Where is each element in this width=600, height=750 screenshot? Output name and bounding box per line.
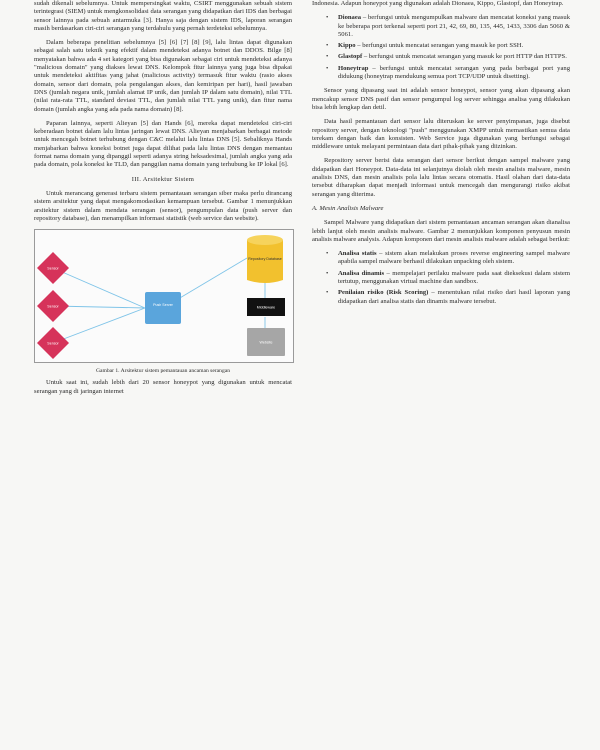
paragraph: Sensor yang dipasang saat ini adalah sensor honeypot, sensor yang akan dipasang akan mencakup sensor DNS pasif dan sensor pengumpul log server sehingga analisa yang dilakukan bisa lebih lengkap dan detil. [312,87,570,111]
list-item: • Dionaea – berfungsi untuk mengumpulkan malware dan mencatat koneksi yang masuk ke beberapa port terkenal seperti port 21, 42, 69, 80, 135, 445, 1433, 3306 dan 5060 & 5061. [326,14,570,38]
subsection-title: A. Mesin Analisis Malware [312,204,384,212]
architecture-diagram [35,230,293,362]
list-item: • Analisa statis – sistem akan melakukan proses reverse engineering sampel malware apabila sampel malware berhasil dilakukan unpacking oleh sistem. [326,250,570,266]
paragraph: Paparan lainnya, seperti Alieyan [5] dan Hands [6], mereka dapat mendeteksi ciri-ciri keberadaan botnet dalam lalu lintas jaringan lewat DNS. Alieyan menjabarkan berbagai metode untuk mencegah botnet terhubung dengan C&C melalui lalu lintas DNS [5]. Sebaliknya Hands menjabarkan bahwa koneksi botnet juga dapat dilihat pada lalu lintas DNS dengan memantau format nama domain yang dipanggil seperti adanya string heksadesimal, jumlah angka yang ada pada domain, pola koneksi ke TLD, dan panggilan nama domain yang terhubung ke IP lokal [6]. [34,119,292,169]
middleware-label: Middleware [256,305,276,310]
sensor-node [37,327,69,359]
sensor-node [37,290,69,322]
honeypot-list [312,14,570,81]
sensor-node [37,252,69,284]
paragraph: Data hasil pemantauan dari sensor lalu diteruskan ke server penyimpanan, juga disebut repository server, dengan teknologi "push" menggunakan XMPP untuk memastikan semua data terekam dengan baik dan konsisten. Web Service juga digunakan yang berfungsi sebagai middleware untuk melayani permintaan data dari pihak-pihak yang diizinkan. [312,118,570,151]
list-item: • Honeytrap – berfungsi untuk mencatat serangan yang pada berbagai port yang didukung (honeytrap mendukung semua port TCP/UDP untuk disetting). [326,64,570,81]
list-item: • Kippo – berfungsi untuk mencatat serangan yang masuk ke port SSH. [326,42,524,50]
figure-caption: Gambar 1. Arsitektur sistem pemantauan ancaman serangan [95,368,231,375]
paragraph: Sampel Malware yang didapatkan dari sistem pemantauan ancaman serangan akan dianalisa lebih lanjut oleh mesin analisis malware. Gambar 2 menunjukkan komponen penyusun mesin analisis malware analysis. Adapun komponen dari mesin analisis malware adalah sebagai berikut: [312,219,570,243]
repository-label: Repository Database [248,257,282,262]
paragraph: sudah dikenali sebelumnya. Untuk mempersingkat waktu, CSIRT menggunakan sebuah sistem terintegrasi (SIEM) untuk mengkonsolidasi data serangan yang didapatkan dari IDS dan berbagai sensor lainnya pada sebuah antarmuka [3]. Hanya saja dengan sistem IDS, laporan serangan masih berdasarkan ciri-ciri serangan yang terdahulu yang pernah terdeteksi sebelumnya. [34,0,292,32]
architecture-figure [34,229,294,363]
sensor-label: Sensor [47,304,59,309]
website-label: Website [259,340,273,345]
list-item: • Glastopf – berfungsi untuk mencatat serangan yang masuk ke port HTTP dan HTTPS. [326,53,567,61]
website-node [247,328,285,356]
paragraph: Untuk saat ini, sudah lebih dari 20 sensor honeypot yang digunakan untuk mencatat serangan yang di jaringan internet [34,379,292,395]
connector-line [53,308,145,343]
repository-database-node [247,235,283,283]
sensor-label: Sensor [47,341,59,346]
section-title: III. Arsitektur Sistem [131,175,195,183]
paragraph: Repository server berisi data serangan dari sensor berikut dengan sampel malware yang didapatkan dari Honeypot. Data-data ini selanjutnya diolah oleh mesin analisis malware, mesin analisis DNS, dan mesin analisis pola lalu lintas secara otomatis. Hasil olahan dari data-data tersebut diharapkan dapat menjadi informasi untuk mencegah dan mengurangi risiko akibat serangan yang diterima. [312,157,570,198]
sensor-label: Sensor [47,266,59,271]
middleware-node [247,298,285,316]
push-server-node [145,292,181,324]
paragraph: Dalam beberapa penelitian sebelumnya [5] [6] [7] [8] [9], lalu lintas dapat digunakan sebagai salah satu teknik yang efektif dalam mendeteksi adanya botnet dan DDOS. Bilge [8] menyatakan bahwa ada 4 set kategori yang bisa digunakan sebagai ciri untuk mendeteksi adanya "malicious domain" yang diakses lewat DNS. Kelompok fitur lainnya yang juga bisa dipakai untuk mendeteksi aktifitas yang jahat (malicious activity) termasuk fitur waktu (rasio akses domain, sensor dari domain, pola pengulangan akses, dan kemiripan per hari), hasil jawaban DNS (jumlah negara unik, jumlah alamat IP unik, dan jumlah IP dalam satu domain), nilai TTL (nilai rata-rata TTL, standard deviasi TTL, dan jumlah nilai TTL yang unik), dan fitur nama domain (jumlah angka yang ada pada nama domain) [8]. [34,39,292,113]
paragraph: Untuk merancang generasi terbaru sistem pemantauan serangan siber maka perlu dirancang sistem arsitektur yang dapat mengakomodasikan kemampuan tersebut. Gambar 1 menunjukkan arsitektur sistem dalam mendata serangan (sensor), pengumpulan data (push server dan repository database), dan menampilkan informasi statistik (web service dan website). [34,189,292,222]
analysis-components-list [312,250,570,306]
list-item: • Penilaian risiko (Risk Scoring) – menentukan nilai risiko dari hasil laporan yang didapatkan dari analisa statis dan dinamis malware tersebut. [326,289,570,305]
right-column [312,0,570,312]
left-column [34,0,292,402]
connector-line [53,268,145,308]
paragraph: Indonesia. Adapun honeypot yang digunakan adalah Dionaea, Kippo, Glastopf, dan Honeytrap. [312,0,564,7]
list-item: • Analisa dinamis – mempelajari perilaku malware pada saat dieksekusi dalam sistem tertutup, menggunakan virtual machine dan sandbox. [326,269,570,286]
push-server-label: Push Server [153,303,173,308]
